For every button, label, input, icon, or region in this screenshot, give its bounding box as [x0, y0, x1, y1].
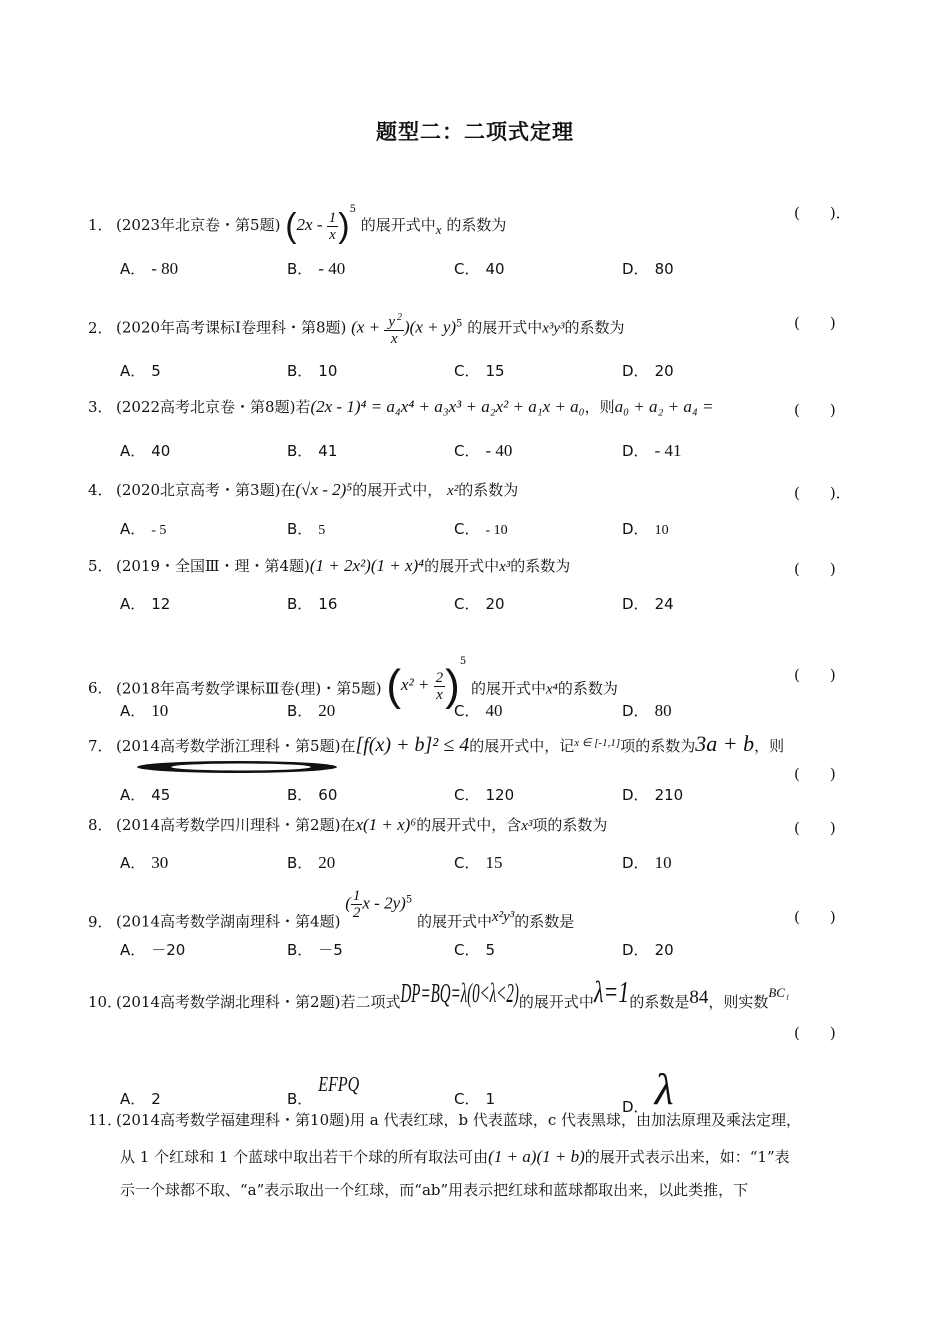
question-11-line-3: 示一个球都不取、“a”表示取出一个红球，而“ab”用表示把红球和蓝球都取出来，以此类推，下	[120, 1181, 749, 1199]
question-3: 3． (2022高考北京卷・第8题)若(2x - 1)⁴ = a₄x⁴ + a₃x³ + a₂x² + a₁x + a₀，则a₀ + a₂ + a₄ =	[88, 397, 714, 416]
option-c-5[interactable]: C． 20	[454, 595, 505, 613]
option-b-3[interactable]: B． 41	[287, 442, 338, 460]
answer-blank-6[interactable]: ( )	[794, 666, 836, 684]
question-7: 7． (2014高考数学浙江理科・第5题)在[f(x) + b]² ≤ 4的展开式中，记$^{x \in [-1,1]}$项的系数为3a + b，则	[88, 731, 785, 756]
option-d-6[interactable]: D． 80	[622, 701, 672, 720]
option-b-8[interactable]: B． 20	[287, 853, 336, 872]
question-8: 8． (2014高考数学四川理科・第2题)在x(1 + x)⁶的展开式中，含x³项的系数为	[88, 815, 608, 834]
fraction: $\frac{y ^2}{x}$	[384, 310, 404, 347]
question-5: 5． (2019・全国Ⅲ・理・第4题)(1 + 2x²)(1 + x)⁴的展开式中x³的系数为	[88, 556, 571, 575]
option-c-6[interactable]: C． 40	[454, 701, 503, 720]
fraction: $\frac{1}{x}$	[328, 209, 337, 243]
option-c-4[interactable]: C． - 10	[454, 520, 508, 538]
option-c-9[interactable]: C． 5	[454, 941, 496, 959]
option-d-3[interactable]: D． - 41	[622, 441, 682, 460]
answer-blank-9[interactable]: ( )	[794, 908, 836, 926]
option-c-10[interactable]: C． 1	[454, 1090, 496, 1108]
option-b-7[interactable]: B． 60	[287, 786, 338, 804]
option-b-5[interactable]: B． 16	[287, 595, 338, 613]
answer-blank-10[interactable]: ( )	[794, 1024, 836, 1042]
option-a-8[interactable]: A． 30	[120, 853, 169, 872]
option-a-1[interactable]: A． - 80	[120, 259, 179, 278]
fraction: $\frac{2}{x}$	[435, 669, 444, 703]
option-d-9[interactable]: D． 20	[622, 941, 674, 959]
option-a-10[interactable]: A． 2	[120, 1090, 161, 1108]
option-b-2[interactable]: B． 10	[287, 362, 338, 380]
question-11-line-2: 从 1 个红球和 1 个蓝球中取出若干个球的所有取法可由(1 + a)(1 + b)的展开式表示出来，如：“1”表	[120, 1147, 790, 1166]
option-c-2[interactable]: C． 15	[454, 362, 505, 380]
question-4: 4． (2020北京高考・第3题)在(√x - 2)⁵的展开式中， x²的系数为	[88, 480, 519, 499]
option-d-2[interactable]: D． 20	[622, 362, 674, 380]
option-b-10[interactable]: B．EFPQ	[287, 1074, 360, 1108]
option-b-1[interactable]: B． - 40	[287, 259, 346, 278]
question-9: 9． (2014高考数学湖南理科・第4题) ( $\frac{1}{2}$ x - 2y)$^5$ 的展开式中x²y³的系数是	[88, 888, 575, 931]
option-b-4[interactable]: B． 5	[287, 520, 326, 538]
option-a-3[interactable]: A． 40	[120, 442, 171, 460]
option-d-1[interactable]: D． 80	[622, 260, 674, 278]
answer-blank-8[interactable]: ( )	[794, 819, 836, 837]
option-c-7[interactable]: C． 120	[454, 786, 515, 804]
option-d-10[interactable]: D． λ	[622, 1065, 674, 1116]
option-c-8[interactable]: C． 15	[454, 853, 503, 872]
answer-blank-1[interactable]: ( )．	[794, 204, 851, 222]
option-c-3[interactable]: C． - 40	[454, 441, 513, 460]
question-1: 1． (2023年北京卷・第5题) (2x - $\frac{1}{x}$ )$^5$ 的展开式中$_x$ 的系数为	[88, 204, 507, 245]
answer-blank-3[interactable]: ( )	[794, 401, 836, 419]
option-b-6[interactable]: B． 20	[287, 701, 336, 720]
fraction: $\frac{1}{2}$	[352, 888, 361, 921]
option-a-5[interactable]: A． 12	[120, 595, 171, 613]
option-a-7[interactable]: A． 45	[120, 786, 171, 804]
option-a-2[interactable]: A． 5	[120, 362, 161, 380]
option-a-6[interactable]: A． 10	[120, 701, 169, 720]
option-c-1[interactable]: C． 40	[454, 260, 505, 278]
question-10: 10．(2014高考数学湖北理科・第2题)若二项式DP=BQ=λ(0<λ<2)的展开式中λ=1的系数是84，则实数BC₁	[88, 973, 790, 1011]
option-a-9[interactable]: A． －20	[120, 941, 186, 959]
option-a-4[interactable]: A． - 5	[120, 520, 167, 538]
option-b-9[interactable]: B． －5	[287, 941, 343, 959]
question-11: 11．(2014高考数学福建理科・第10题)用 a 代表红球，b 代表蓝球，c 代表黑球，由加法原理及乘法定理，	[88, 1111, 801, 1129]
question-6: 6． (2018年高考数学课标Ⅲ卷(理)・第5题) (x² + $\frac{2}{x}$ )$^5$ 的展开式中x⁴的系数为	[88, 656, 618, 710]
answer-blank-4[interactable]: ( )．	[794, 484, 851, 502]
question-2: 2． (2020年高考课标Ⅰ卷理科・第8题) (x + $\frac{y ^2}{x}$ )$(x + y)^5$ 的展开式中x³y³的系数为	[88, 312, 625, 347]
page-title: 题型二：二项式定理	[376, 120, 574, 144]
answer-blank-7[interactable]: ( )	[794, 765, 836, 783]
option-d-4[interactable]: D． 10	[622, 520, 669, 538]
answer-blank-2[interactable]: ( )	[794, 314, 836, 332]
option-d-7[interactable]: D． 210	[622, 786, 684, 804]
ellipse-shape	[135, 760, 340, 774]
option-d-8[interactable]: D． 10	[622, 853, 672, 872]
answer-blank-5[interactable]: ( )	[794, 560, 836, 578]
option-d-5[interactable]: D． 24	[622, 595, 674, 613]
